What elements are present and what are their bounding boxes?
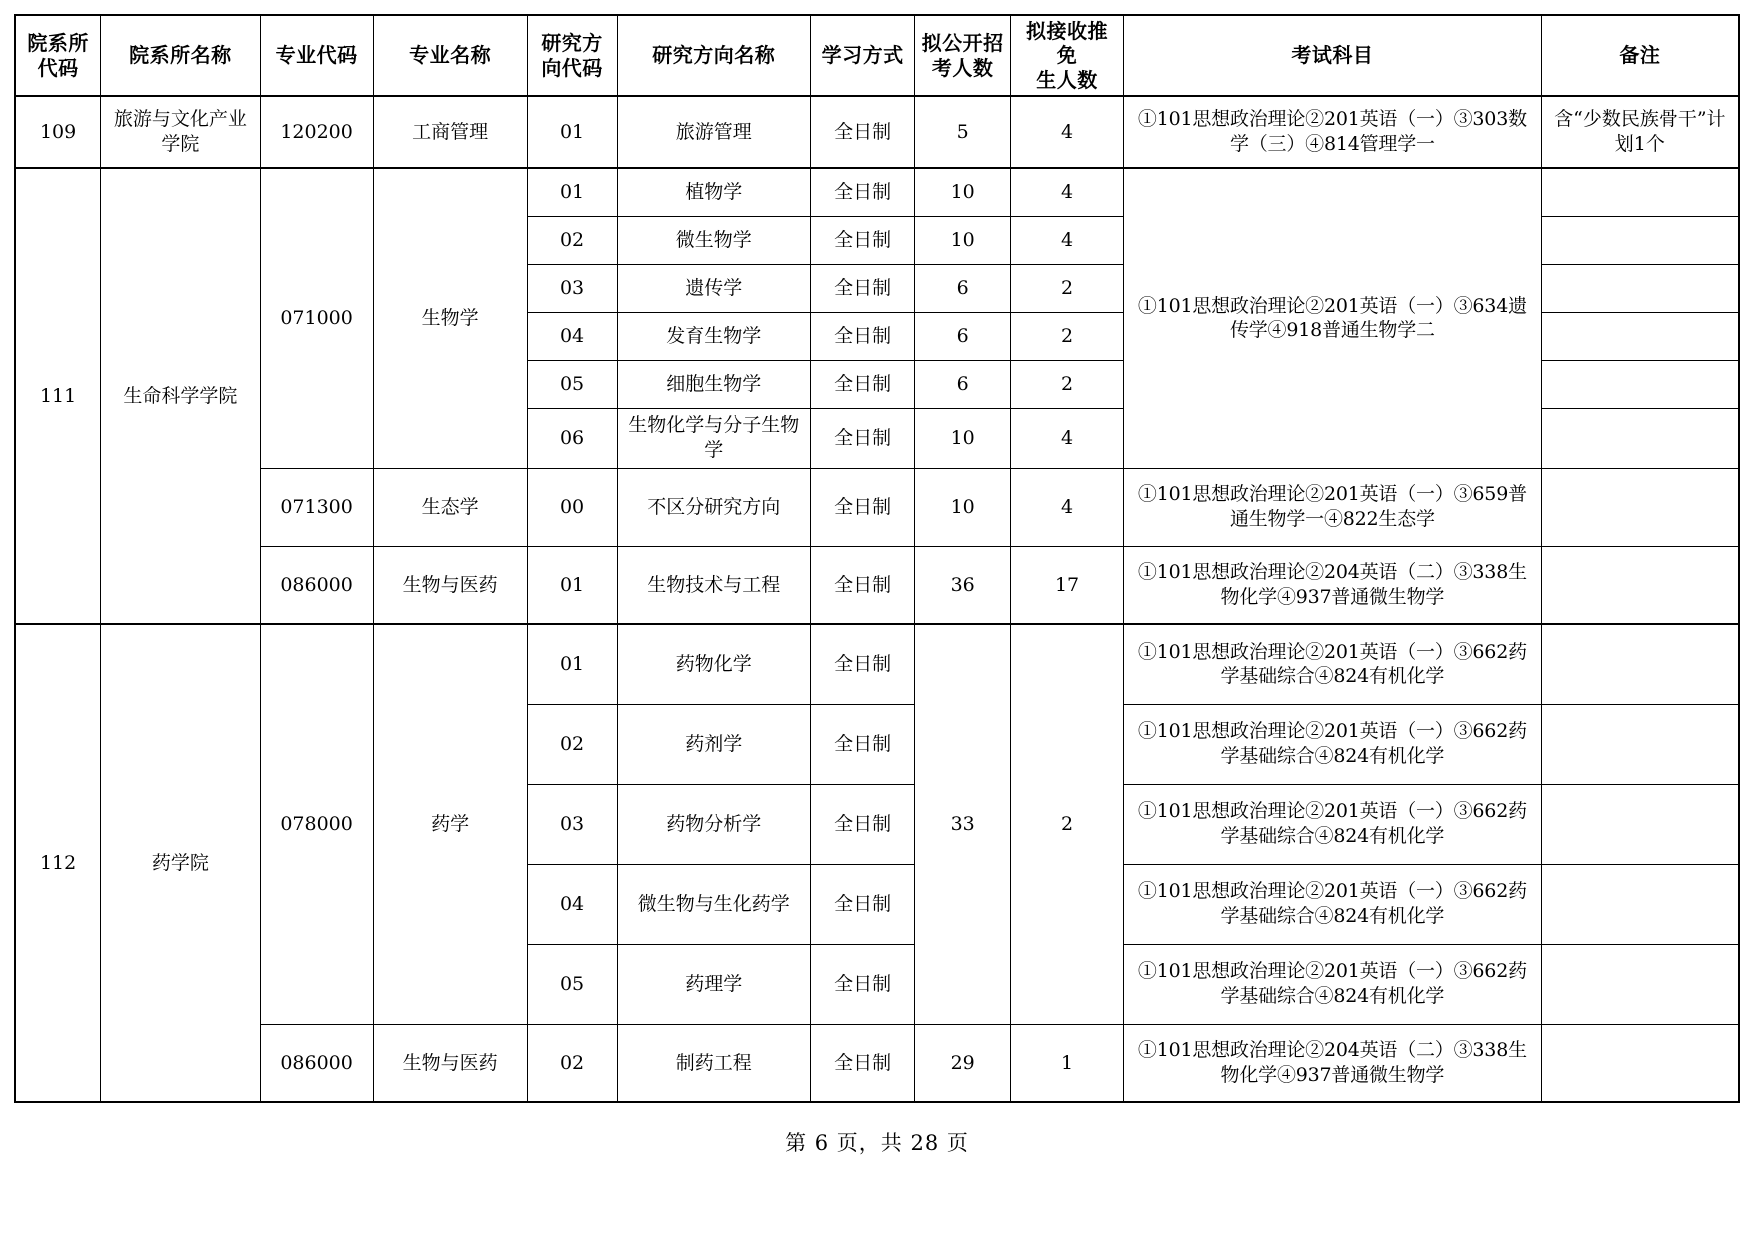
- rec-num-line2: 生人数: [1036, 67, 1098, 92]
- cell-major-name: 生物学: [373, 168, 527, 468]
- cell-open-number: 10: [915, 408, 1011, 468]
- cell-direction-code: 01: [527, 168, 617, 216]
- cell-direction-code: 05: [527, 944, 617, 1024]
- cell-study-mode: 全日制: [810, 96, 914, 168]
- cell-remark: [1541, 312, 1739, 360]
- rec-num-line1: 拟接收推免: [1026, 19, 1109, 68]
- cell-recommend-number: 1: [1010, 1024, 1123, 1102]
- cell-study-mode: 全日制: [810, 468, 914, 546]
- cell-recommend-number: 17: [1010, 546, 1123, 624]
- open-num-line1: 拟公开招: [921, 31, 1004, 56]
- cell-exam-subjects: ①101思想政治理论②201英语（一）③634遗传学④918普通生物学二: [1124, 168, 1542, 468]
- cell-study-mode: 全日制: [810, 264, 914, 312]
- cell-direction-name: 微生物与生化药学: [617, 864, 810, 944]
- cell-recommend-number: 2: [1010, 312, 1123, 360]
- cell-direction-code: 05: [527, 360, 617, 408]
- table-body: [15, 96, 1739, 1102]
- col-header-major-name: 专业名称: [373, 15, 527, 96]
- table-row: [15, 624, 1739, 704]
- cell-remark: [1541, 216, 1739, 264]
- cell-direction-code: 03: [527, 264, 617, 312]
- cell-open-number: 29: [915, 1024, 1011, 1102]
- cell-exam-subjects: ①101思想政治理论②201英语（一）③662药学基础综合④824有机化学: [1124, 624, 1542, 704]
- cell-direction-name: 药理学: [617, 944, 810, 1024]
- cell-direction-name: 不区分研究方向: [617, 468, 810, 546]
- cell-open-number: 36: [915, 546, 1011, 624]
- cell-study-mode: 全日制: [810, 1024, 914, 1102]
- table-row: [15, 546, 1739, 624]
- col-header-exam-subjects: 考试科目: [1124, 15, 1542, 96]
- cell-direction-name: 植物学: [617, 168, 810, 216]
- col-header-dept-name: 院系所名称: [101, 15, 260, 96]
- cell-study-mode: 全日制: [810, 944, 914, 1024]
- cell-remark: [1541, 944, 1739, 1024]
- cell-direction-code: 02: [527, 704, 617, 784]
- cell-dept-name: 生命科学学院: [101, 168, 260, 624]
- table-header-row: [15, 15, 1739, 96]
- col-header-remark: 备注: [1541, 15, 1739, 96]
- cell-dept-code: 111: [15, 168, 101, 624]
- cell-major-code: 120200: [260, 96, 373, 168]
- cell-dept-code: 112: [15, 624, 101, 1102]
- cell-open-number: 10: [915, 216, 1011, 264]
- cell-major-code: 071300: [260, 468, 373, 546]
- cell-direction-code: 03: [527, 784, 617, 864]
- col-header-recommend-number: [1010, 15, 1123, 96]
- cell-direction-name: 制药工程: [617, 1024, 810, 1102]
- dir-code-line2: 向代码: [541, 55, 603, 80]
- cell-direction-name: 药物分析学: [617, 784, 810, 864]
- cell-study-mode: 全日制: [810, 360, 914, 408]
- cell-open-number: 5: [915, 96, 1011, 168]
- cell-direction-code: 04: [527, 864, 617, 944]
- cell-major-name: 生态学: [373, 468, 527, 546]
- cell-remark: [1541, 864, 1739, 944]
- cell-recommend-number: 4: [1010, 96, 1123, 168]
- cell-major-name: 生物与医药: [373, 546, 527, 624]
- cell-exam-subjects: ①101思想政治理论②201英语（一）③659普通生物学一④822生态学: [1124, 468, 1542, 546]
- cell-direction-name: 药剂学: [617, 704, 810, 784]
- cell-recommend-number: 4: [1010, 408, 1123, 468]
- cell-direction-code: 00: [527, 468, 617, 546]
- cell-remark: [1541, 704, 1739, 784]
- col-header-dept-code: [15, 15, 101, 96]
- cell-open-number: 33: [915, 624, 1011, 1024]
- table-row: [15, 1024, 1739, 1102]
- cell-exam-subjects: ①101思想政治理论②201英语（一）③662药学基础综合④824有机化学: [1124, 784, 1542, 864]
- cell-exam-subjects: ①101思想政治理论②201英语（一）③662药学基础综合④824有机化学: [1124, 944, 1542, 1024]
- cell-major-code: 071000: [260, 168, 373, 468]
- cell-direction-name: 遗传学: [617, 264, 810, 312]
- cell-remark: [1541, 468, 1739, 546]
- cell-major-name: 生物与医药: [373, 1024, 527, 1102]
- cell-open-number: 10: [915, 168, 1011, 216]
- cell-recommend-number: 4: [1010, 216, 1123, 264]
- cell-study-mode: 全日制: [810, 546, 914, 624]
- cell-recommend-number: 2: [1010, 624, 1123, 1024]
- cell-direction-code: 01: [527, 624, 617, 704]
- cell-exam-subjects: ①101思想政治理论②204英语（二）③338生物化学④937普通微生物学: [1124, 546, 1542, 624]
- cell-dept-name: 旅游与文化产业学院: [101, 96, 260, 168]
- cell-study-mode: 全日制: [810, 216, 914, 264]
- dept-code-line2: 代码: [37, 55, 79, 80]
- cell-study-mode: 全日制: [810, 168, 914, 216]
- cell-major-name: 工商管理: [373, 96, 527, 168]
- col-header-study-mode: 学习方式: [810, 15, 914, 96]
- cell-remark: [1541, 168, 1739, 216]
- cell-direction-code: 02: [527, 1024, 617, 1102]
- cell-direction-code: 04: [527, 312, 617, 360]
- cell-exam-subjects: ①101思想政治理论②201英语（一）③662药学基础综合④824有机化学: [1124, 704, 1542, 784]
- col-header-open-number: [915, 15, 1011, 96]
- cell-open-number: 6: [915, 264, 1011, 312]
- cell-remark: 含“少数民族骨干”计划1个: [1541, 96, 1739, 168]
- cell-recommend-number: 4: [1010, 168, 1123, 216]
- cell-study-mode: 全日制: [810, 704, 914, 784]
- page-footer: 第 6 页，共 28 页: [785, 1131, 969, 1156]
- dept-code-line1: 院系所: [27, 31, 89, 56]
- cell-exam-subjects: ①101思想政治理论②201英语（一）③303数学（三）④814管理学一: [1124, 96, 1542, 168]
- cell-remark: [1541, 360, 1739, 408]
- cell-study-mode: 全日制: [810, 312, 914, 360]
- cell-study-mode: 全日制: [810, 864, 914, 944]
- cell-exam-subjects: ①101思想政治理论②201英语（一）③662药学基础综合④824有机化学: [1124, 864, 1542, 944]
- cell-remark: [1541, 264, 1739, 312]
- cell-exam-subjects: ①101思想政治理论②204英语（二）③338生物化学④937普通微生物学: [1124, 1024, 1542, 1102]
- cell-study-mode: 全日制: [810, 624, 914, 704]
- cell-open-number: 6: [915, 312, 1011, 360]
- cell-recommend-number: 2: [1010, 360, 1123, 408]
- cell-direction-name: 药物化学: [617, 624, 810, 704]
- cell-direction-name: 微生物学: [617, 216, 810, 264]
- cell-direction-name: 生物化学与分子生物学: [617, 408, 810, 468]
- cell-direction-name: 生物技术与工程: [617, 546, 810, 624]
- cell-major-code: 086000: [260, 1024, 373, 1102]
- cell-major-code: 086000: [260, 546, 373, 624]
- cell-direction-name: 发育生物学: [617, 312, 810, 360]
- dir-code-line1: 研究方: [541, 31, 603, 56]
- table-row: [15, 96, 1739, 168]
- cell-remark: [1541, 1024, 1739, 1102]
- cell-dept-name: 药学院: [101, 624, 260, 1102]
- cell-dept-code: 109: [15, 96, 101, 168]
- col-header-direction-name: 研究方向名称: [617, 15, 810, 96]
- cell-study-mode: 全日制: [810, 408, 914, 468]
- cell-remark: [1541, 408, 1739, 468]
- cell-direction-name: 细胞生物学: [617, 360, 810, 408]
- admissions-table: [14, 14, 1740, 1103]
- col-header-direction-code: [527, 15, 617, 96]
- cell-remark: [1541, 624, 1739, 704]
- cell-direction-name: 旅游管理: [617, 96, 810, 168]
- cell-study-mode: 全日制: [810, 784, 914, 864]
- cell-direction-code: 01: [527, 546, 617, 624]
- open-num-line2: 考人数: [931, 55, 994, 80]
- cell-direction-code: 01: [527, 96, 617, 168]
- cell-recommend-number: 2: [1010, 264, 1123, 312]
- cell-major-name: 药学: [373, 624, 527, 1024]
- cell-direction-code: 06: [527, 408, 617, 468]
- cell-major-code: 078000: [260, 624, 373, 1024]
- table-row: [15, 468, 1739, 546]
- cell-recommend-number: 4: [1010, 468, 1123, 546]
- cell-remark: [1541, 784, 1739, 864]
- col-header-major-code: 专业代码: [260, 15, 373, 96]
- cell-open-number: 10: [915, 468, 1011, 546]
- cell-open-number: 6: [915, 360, 1011, 408]
- cell-direction-code: 02: [527, 216, 617, 264]
- table-row: [15, 168, 1739, 216]
- cell-remark: [1541, 546, 1739, 624]
